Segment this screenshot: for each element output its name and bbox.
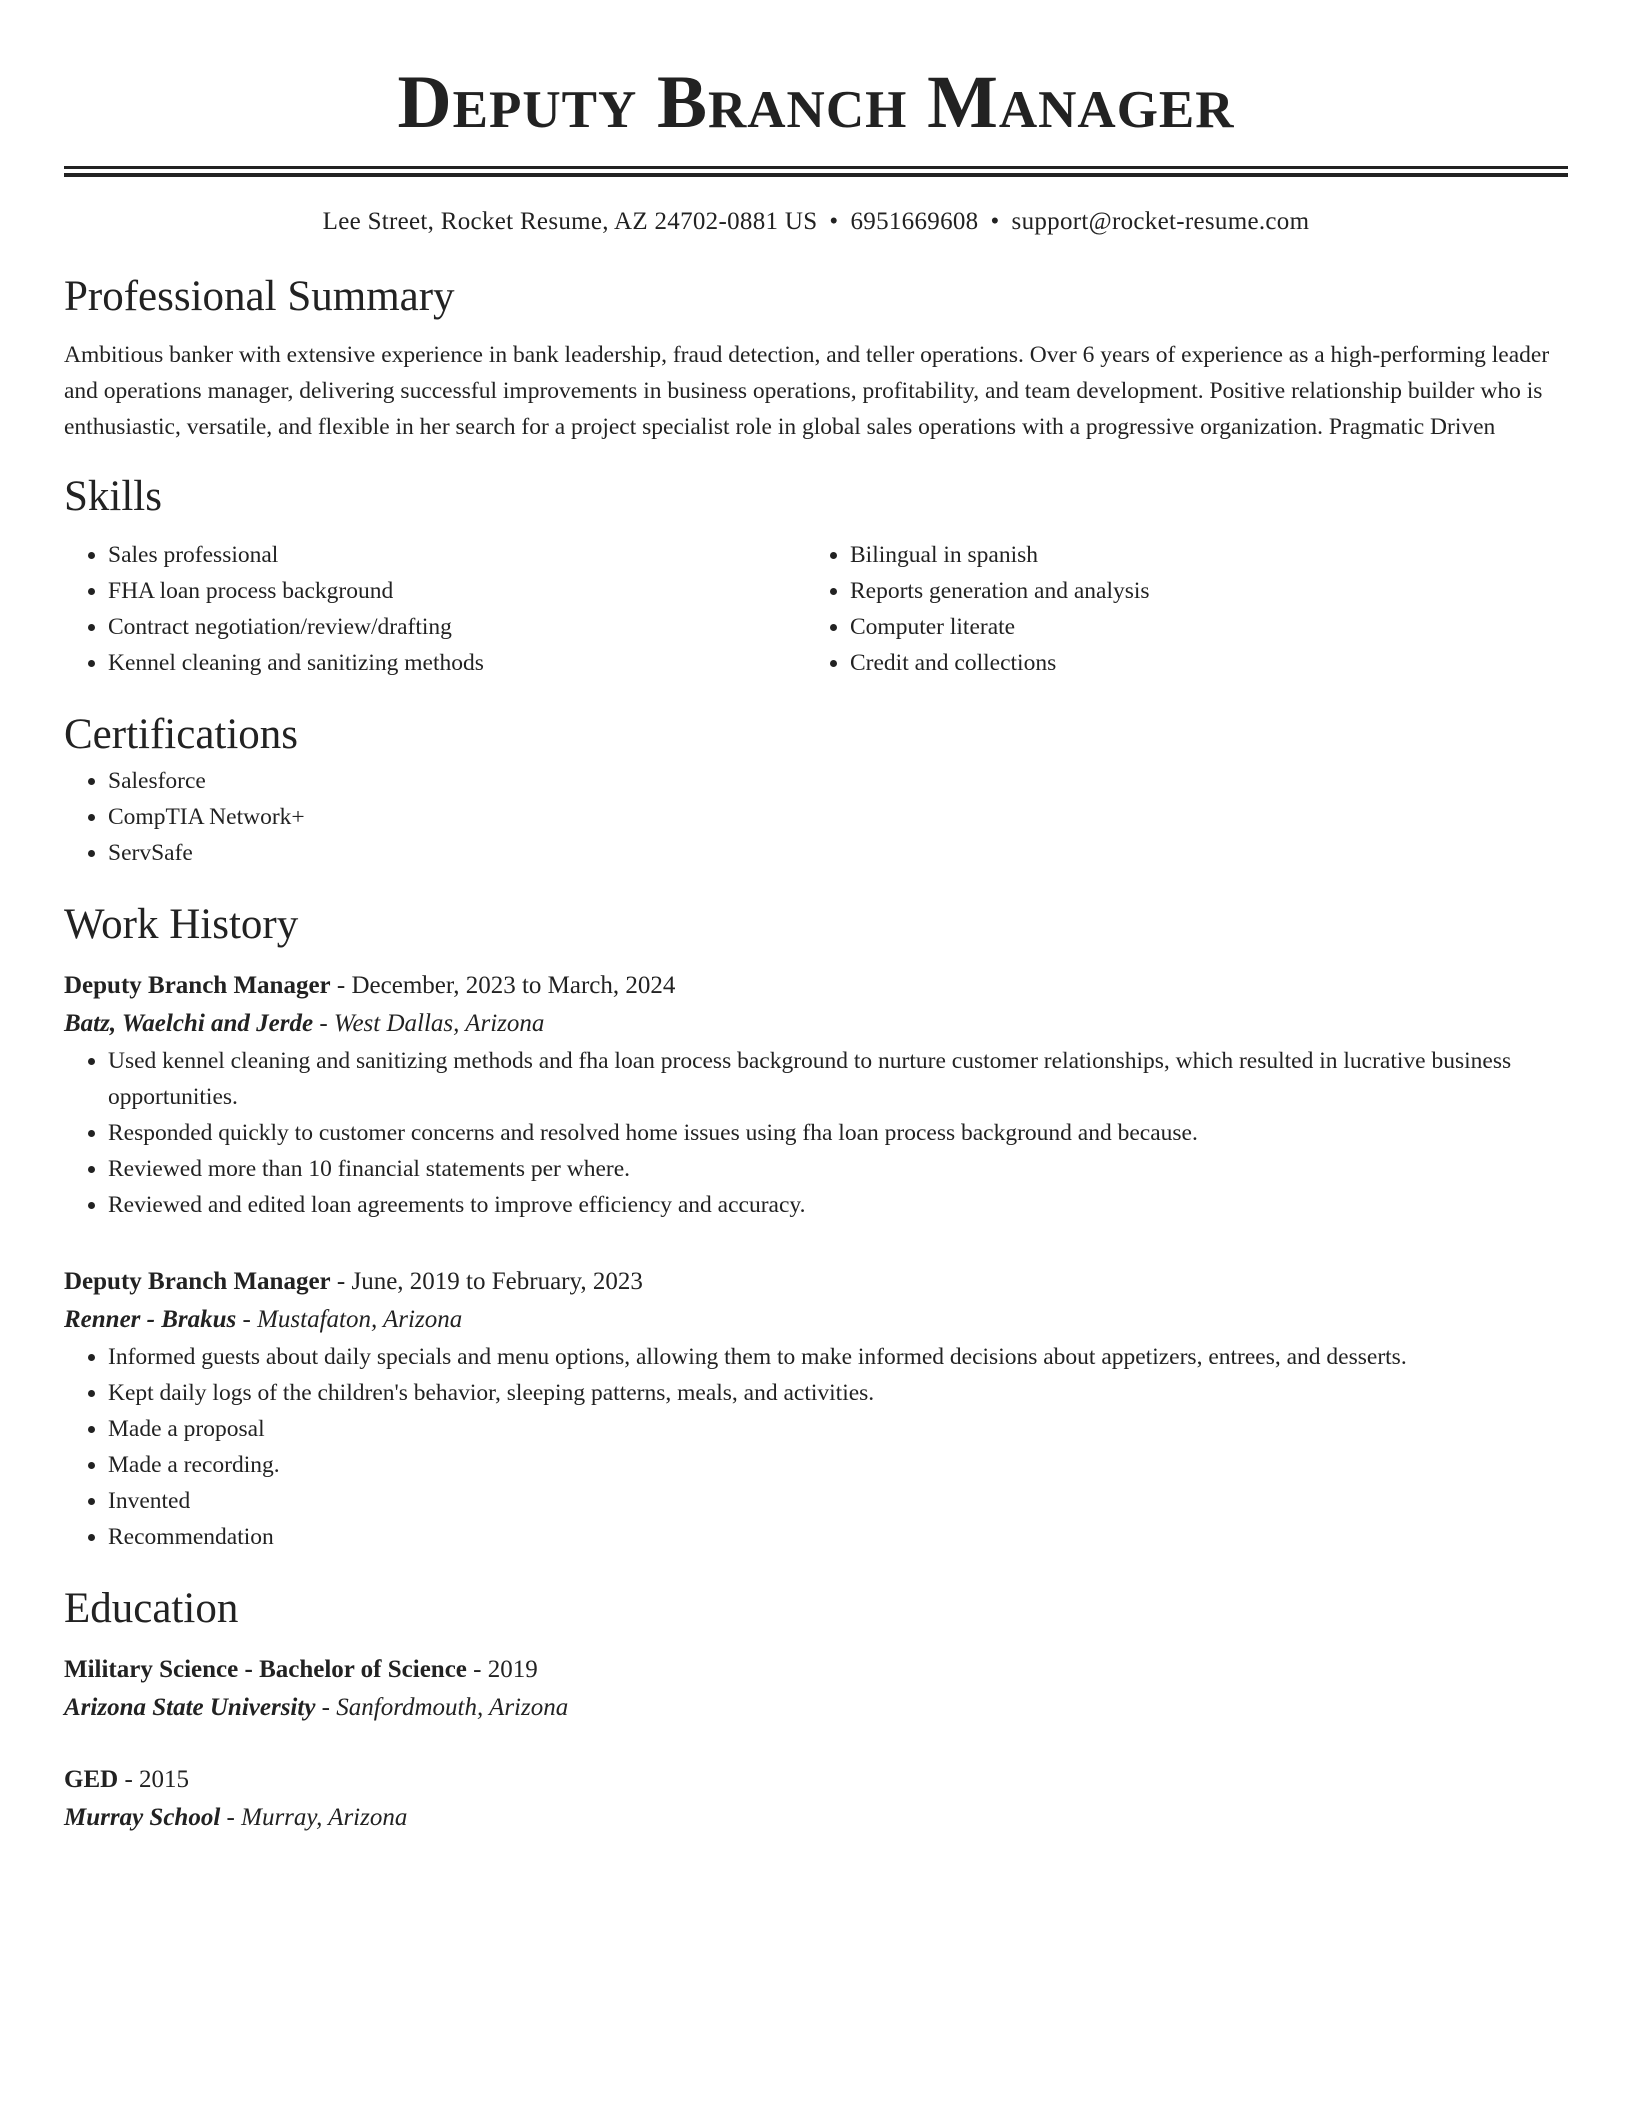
job-bullet: • Informed guests about daily specials and menu options, allowing them to make informed decisions about appetizers, entrees, and desserts. <box>108 1339 1568 1375</box>
job-entry <box>64 967 1568 1223</box>
skill-item: • Reports generation and analysis <box>850 573 1548 609</box>
skills-heading: Skills <box>64 473 162 520</box>
job-title-line <box>64 967 1568 1005</box>
job-company-line <box>64 1005 1568 1043</box>
skill-item: • Bilingual in spanish <box>850 537 1548 573</box>
job-location: - Mustafaton, Arizona <box>236 1306 463 1333</box>
skill-item: • FHA loan process background <box>108 573 806 609</box>
job-location: - West Dallas, Arizona <box>313 1010 545 1037</box>
contact-address: Lee Street, Rocket Resume, AZ 24702-0881 US <box>322 208 818 235</box>
education-school: Murray School <box>64 1804 221 1831</box>
job-bullet: • Kept daily logs of the children's behavior, sleeping patterns, meals, and activities. <box>108 1375 1568 1411</box>
certifications-heading: Certifications <box>64 711 299 758</box>
job-bullet: • Responded quickly to customer concerns and resolved home issues using fha loan process background and because. <box>108 1115 1568 1151</box>
summary-text: Ambitious banker with extensive experience in bank leadership, fraud detection, and teller operations. Over 6 years of experience as a high-performing leader and operations manager, delivering successful improvements in business operations, profitability, and team development. Positive relationship builder who is enthusiastic, versatile, and flexible in her search for a project specialist role in global sales operations with a progressive organization. Pragmatic Driven <box>64 342 1550 440</box>
skills-list-left <box>64 537 806 681</box>
education-location: - Murray, Arizona <box>220 1804 408 1831</box>
job-bullet: • Made a recording. <box>108 1447 1568 1483</box>
job-company: Renner - Brakus <box>64 1306 237 1333</box>
certification-item: • Salesforce <box>108 763 1568 799</box>
education-school: Arizona State University <box>64 1694 316 1721</box>
contact-separator: • <box>990 208 1000 235</box>
job-title: Deputy Branch Manager <box>64 972 331 999</box>
job-bullet: • Invented <box>108 1483 1568 1519</box>
job-title: Deputy Branch Manager <box>64 1268 331 1295</box>
certification-item: • ServSafe <box>108 835 1568 871</box>
education-school-line <box>64 1799 1568 1837</box>
job-dates: - December, 2023 to March, 2024 <box>330 972 676 999</box>
education-heading: Education <box>64 1585 239 1632</box>
education-school-line <box>64 1689 1568 1727</box>
job-bullet: • Used kennel cleaning and sanitizing methods and fha loan process background to nurture customer relationships, which resulted in lucrative business opportunities. <box>108 1043 1568 1115</box>
contact-phone: 6951669608 <box>850 208 979 235</box>
education-location: - Sanfordmouth, Arizona <box>315 1694 569 1721</box>
job-bullet: • Made a proposal <box>108 1411 1568 1447</box>
education-degree: Military Science - Bachelor of Science <box>64 1656 467 1683</box>
skill-item: • Kennel cleaning and sanitizing methods <box>108 645 806 681</box>
summary-heading: Professional Summary <box>64 273 455 320</box>
job-bullets <box>64 1339 1568 1555</box>
education-degree-line <box>64 1761 1568 1799</box>
education-entry <box>64 1761 1568 1837</box>
certification-item: • CompTIA Network+ <box>108 799 1568 835</box>
job-bullet: • Reviewed more than 10 financial statements per where. <box>108 1151 1568 1187</box>
skill-item: • Contract negotiation/review/drafting <box>108 609 806 645</box>
skills-list-right <box>806 537 1548 681</box>
job-company-line <box>64 1301 1568 1339</box>
job-bullets <box>64 1043 1568 1223</box>
education-degree: GED <box>64 1766 119 1793</box>
job-dates: - June, 2019 to February, 2023 <box>330 1268 643 1295</box>
skill-item: • Sales professional <box>108 537 806 573</box>
job-bullet: • Reviewed and edited loan agreements to improve efficiency and accuracy. <box>108 1187 1568 1223</box>
education-year: - 2019 <box>466 1656 538 1683</box>
job-title-line <box>64 1263 1568 1301</box>
contact-separator: • <box>829 208 839 235</box>
job-company: Batz, Waelchi and Jerde <box>64 1010 314 1037</box>
certifications-list <box>64 763 1568 871</box>
skill-item: • Computer literate <box>850 609 1548 645</box>
education-entry <box>64 1651 1568 1727</box>
education-year: - 2015 <box>118 1766 190 1793</box>
skill-item: • Credit and collections <box>850 645 1548 681</box>
skills-grid <box>64 537 1568 681</box>
page-title: Deputy Branch Manager <box>397 61 1235 144</box>
job-entry <box>64 1263 1568 1555</box>
contact-line <box>64 205 1568 239</box>
contact-email: support@rocket-resume.com <box>1011 208 1310 235</box>
title-divider <box>64 166 1568 177</box>
job-bullet: • Recommendation <box>108 1519 1568 1555</box>
education-degree-line <box>64 1651 1568 1689</box>
work-history-heading: Work History <box>64 901 299 948</box>
